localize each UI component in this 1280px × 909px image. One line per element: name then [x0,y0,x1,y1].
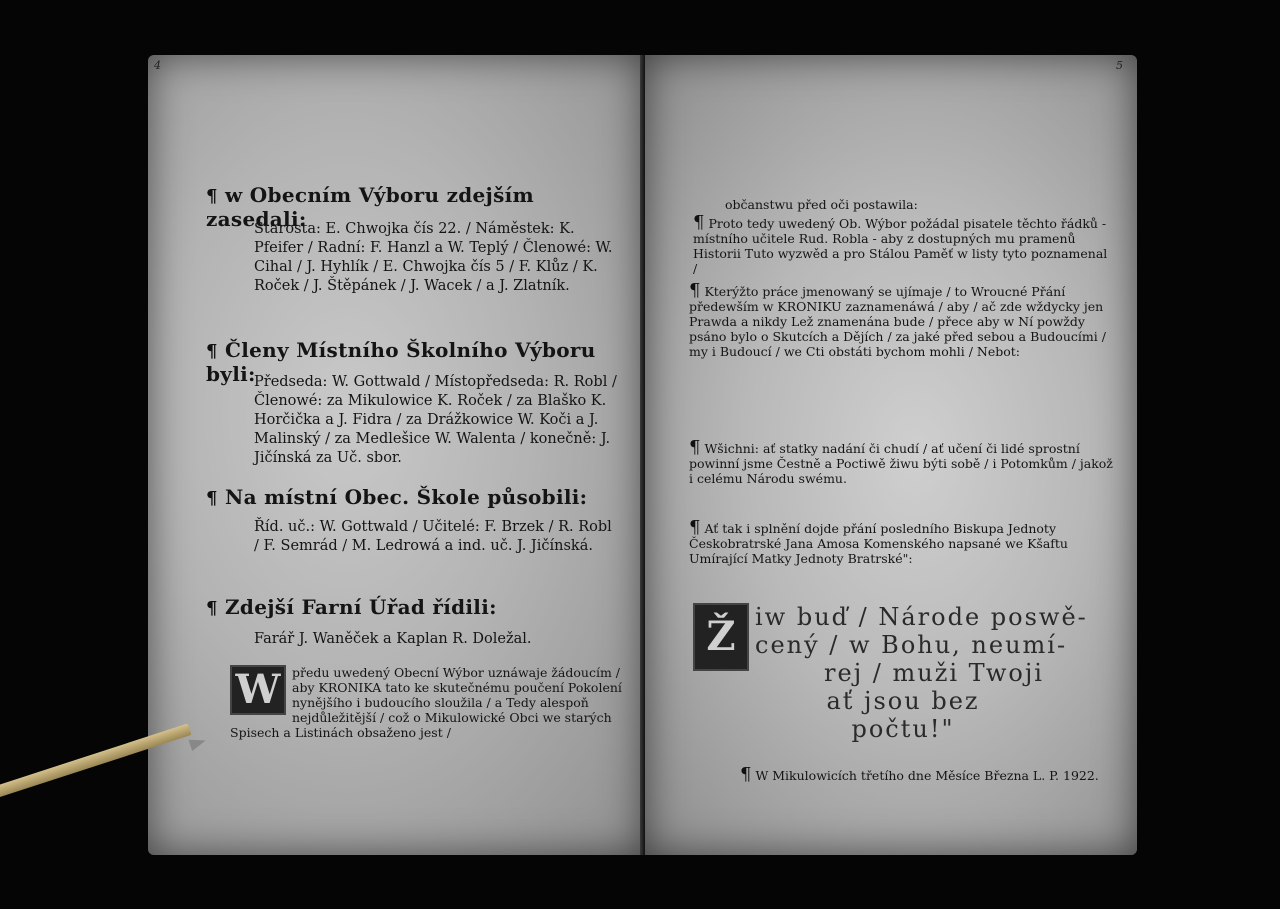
motto-line-4: ať jsou bez [826,687,980,715]
open-book [148,55,1140,859]
right-page [645,55,1137,855]
page-number-right: 5 [1116,59,1123,72]
pilcrow-icon: ¶ [689,517,701,538]
pilcrow-icon: ¶ [206,186,218,207]
parish-text: Farář J. Waněček a Kaplan R. Doležal. [254,631,532,647]
school-board-text: Předseda: W. Gottwald / Místopředseda: R. Robl / Členowé: za Mikulowice K. Roček / za Blaško K. Horčička a J. Fidra / za Drážkowice W. Koči a J. Malinský / za Medlešice W. Walenta / konečně: J. Jičínská za Uč. sbor. [254,374,617,466]
closing-date-line: ¶ W Mikulowicích třetího dne Měsíce Března L. P. 1922. [740,764,1099,785]
paragraph-wish: ¶ Kterýžto práce jmenowaný se ujímaje / to Wroucné Přání předewším w KRONIKU zaznamenáwá / aby / ač zde wždycky jen Prawda a nikdy Lež znamenána bude / přece aby w Ní powždy psáno bylo o Skutcích a Dějích / za jaké před sebou a Budoucími / my i Budoucí / we Cti obstáti bychom mohli / Nebot: [689,280,1106,359]
pilcrow-icon: ¶ [206,341,218,362]
motto-line-2: cený / w Bohu, neumí- [755,631,1068,659]
section-heading-school-board: ¶ Členy Místního Školního Výboru byli: [206,338,596,386]
section-heading-parish: ¶ Zdejší Farní Úřad řídili: [206,595,497,619]
pilcrow-icon: ¶ [206,598,218,619]
motto-line-1: iw buď / Národe poswě- [755,603,1088,631]
pilcrow-icon: ¶ [689,437,701,458]
motto-drop-cap: Ž [693,603,749,671]
pilcrow-icon: ¶ [689,280,701,301]
continuation-line: občanstwu před oči postawila: [725,197,918,212]
motto-line-3: rej / muži Twoji [824,659,1044,687]
committee-members-text: Starosta: E. Chwojka čís 22. / Náměstek: K. Pfeifer / Radní: F. Hanzl a W. Teplý / Členowé: W. Cihal / J. Hyhlík / E. Chwojka čís 5 / F. Klůz / K. Roček / J. Štěpánek / J. Wacek / a J. Zlatník. [254,221,613,294]
section-heading-school-staff: ¶ Na místní Obec. Škole působili: [206,485,588,509]
pilcrow-icon: ¶ [693,212,705,233]
paragraph-komensky: ¶ Ať tak i splnění dojde přání posledního Biskupa Jednoty Českobratrské Jana Amosa Komenského napsané we Kšaftu Umírající Matky Jednoty Bratrské": [689,517,1068,566]
paragraph-all: ¶ Wšichni: ať statky nadání či chudí / ať učení či lidé sprostní powinní jsme Čestně a Poctiwě žiwu býti sobě / i Potomkům / jakož i celému Národu swému. [689,437,1113,486]
page-number-left: 4 [154,59,161,72]
motto-block [693,603,1113,743]
preface-paragraph: W předu uwedený Obecní Wýbor uznáwaje žádoucím / aby KRONIKA tato ke skutečnému poučení Pokolení nynějšího i budoucího sloužila / a Tedy alespoň nejdůležitější / což o Mikulowické Obci we starých Spisech a Listinách obsaženo jest / [230,665,622,740]
drop-cap: W [230,665,286,715]
school-staff-text: Říd. uč.: W. Gottwald / Učitelé: F. Brzek / R. Robl / F. Semrád / M. Ledrowá a ind. uč. J. Jičínská. [254,519,612,554]
paragraph-request: ¶ Proto tedy uwedený Ob. Wýbor požádal pisatele těchto řádků - místního učitele Rud. Robla - aby z dostupných mu pramenů Historii Tuto wyzwěd a pro Stálou Paměť w listy tyto poznamenal / [693,212,1108,276]
section-heading-committee: ¶ w Obecním Výboru zdejším zasedali: [206,183,534,231]
pilcrow-icon: ¶ [206,488,218,509]
motto-line-5: počtu!" [851,715,955,743]
pilcrow-icon: ¶ [740,764,752,785]
left-page [148,55,643,855]
